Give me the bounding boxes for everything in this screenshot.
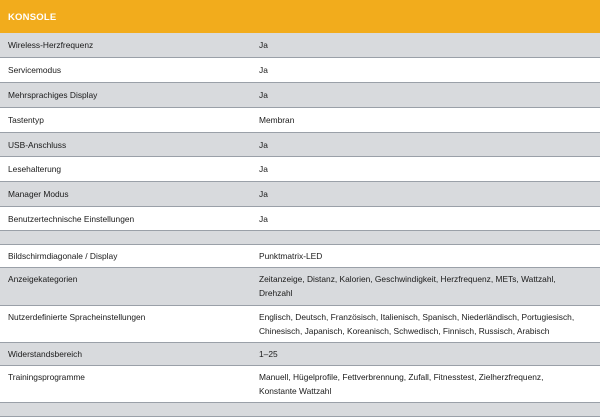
table-row (0, 157, 600, 182)
table-row (0, 33, 600, 58)
row-value-line2: Drehzahl (259, 288, 293, 298)
table-row (0, 58, 600, 83)
table-row (0, 343, 600, 366)
row-value: Ja (259, 164, 268, 174)
row-label: Manager Modus (8, 189, 69, 199)
row-label: Tastentyp (8, 115, 44, 125)
row-label: Mehrsprachiges Display (8, 90, 98, 100)
row-label: Benutzertechnische Einstellungen (8, 214, 135, 224)
row-label: USB-Anschluss (8, 140, 67, 150)
section-header (0, 0, 600, 33)
row-label: Nutzerdefinierte Spracheinstellungen (8, 312, 146, 322)
row-label: Widerstandsbereich (8, 349, 83, 359)
row-label: Trainingsprogramme (8, 372, 85, 382)
row-value: Membran (259, 115, 295, 125)
row-value: Punktmatrix-LED (259, 251, 323, 261)
table-row (0, 133, 600, 157)
row-label: Servicemodus (8, 65, 62, 75)
table-row (0, 306, 600, 343)
row-value: 1–25 (259, 349, 278, 359)
section-title: KONSOLE (8, 12, 57, 23)
row-value-line2: Konstante Wattzahl (259, 386, 332, 396)
row-value: Ja (259, 189, 268, 199)
row-value-line1: Zeitanzeige, Distanz, Kalorien, Geschwindigkeit, Herzfrequenz, METs, Wattzahl, (259, 274, 556, 284)
table-row (0, 207, 600, 231)
table-row (0, 245, 600, 268)
table-row (0, 83, 600, 108)
row-value: Ja (259, 214, 268, 224)
row-value-line1: Manuell, Hügelprofile, Fettverbrennung, Zufall, Fitnesstest, Zielherzfrequenz, (259, 372, 544, 382)
row-label: Anzeigekategorien (8, 274, 78, 284)
row-value: Ja (259, 90, 268, 100)
row-label: Lesehalterung (8, 164, 62, 174)
table-divider (0, 231, 600, 245)
row-value: Ja (259, 140, 268, 150)
table-row (0, 366, 600, 403)
row-label: Bildschirmdiagonale / Display (8, 251, 118, 261)
row-value-line1: Englisch, Deutsch, Französisch, Italienisch, Spanisch, Niederländisch, Portugiesisch, (259, 312, 575, 322)
row-label: Wireless-Herzfrequenz (8, 40, 94, 50)
row-value: Ja (259, 65, 268, 75)
table-row (0, 108, 600, 133)
row-value-line2: Chinesisch, Japanisch, Koreanisch, Schwedisch, Finnisch, Russisch, Arabisch (259, 326, 550, 336)
table-row (0, 268, 600, 306)
table-row (0, 182, 600, 207)
row-value: Ja (259, 40, 268, 50)
table-footer (0, 403, 600, 417)
